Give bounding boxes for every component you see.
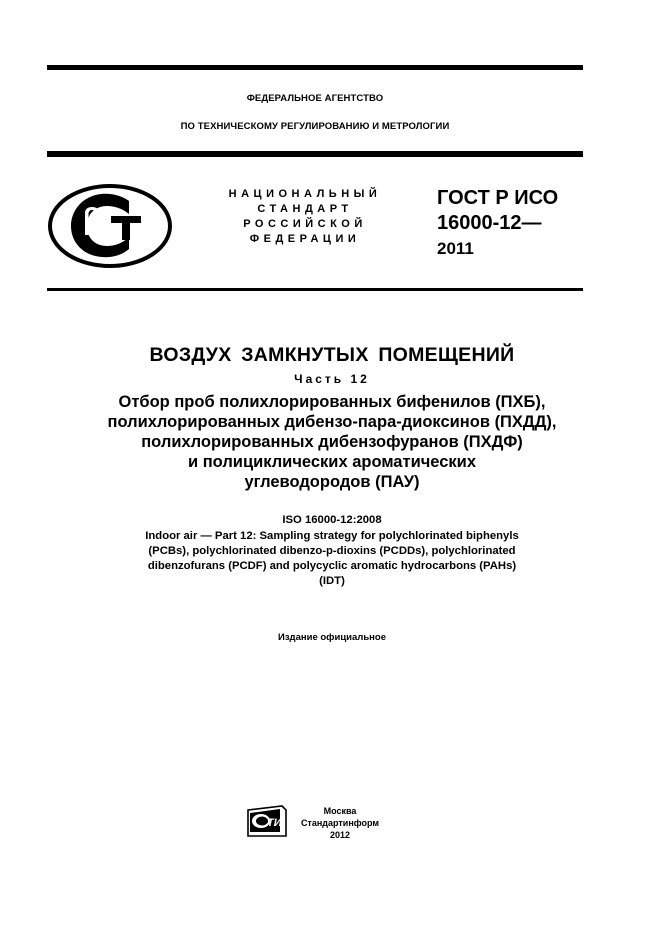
header-rule: [47, 151, 583, 157]
document-part-label: Часть 12: [294, 372, 370, 386]
designation-line-1: ГОСТ Р ИСО: [437, 187, 559, 209]
publisher-city: Москва: [323, 806, 357, 816]
agency-name-line2: ПО ТЕХНИЧЕСКОМУ РЕГУЛИРОВАНИЮ И МЕТРОЛОГИИ: [180, 121, 450, 132]
subtitle-line-5: углеводородов (ПАУ): [244, 473, 420, 491]
national-line-1: НАЦИОНАЛЬНЫЙ: [228, 188, 382, 200]
standartinform-logo-icon: [246, 804, 288, 838]
subtitle-line-2: полихлорированных дибензо-пара-диоксинов (ПХДД),: [107, 413, 557, 431]
top-rule: [47, 65, 583, 70]
subtitle-line-4: и полициклических ароматических: [187, 453, 477, 471]
iso-desc-line-2: (PCBs), polychlorinated dibenzo-p-dioxins (PCDDs), polychlorinated: [148, 545, 516, 557]
national-line-4: ФЕДЕРАЦИИ: [249, 233, 361, 245]
iso-desc-line-4: (IDT): [319, 575, 345, 587]
national-line-3: РОССИЙСКОЙ: [243, 218, 367, 230]
designation-line-2: 16000-12—: [437, 212, 542, 234]
iso-reference-number: ISO 16000-12:2008: [282, 514, 382, 526]
rst-certification-mark-icon: [47, 183, 173, 269]
standard-block-rule: [47, 288, 583, 291]
svg-text:ТИ: ТИ: [267, 817, 282, 829]
iso-desc-line-3: dibenzofurans (PCDF) and polycyclic aromatic hydrocarbons (PAHs): [147, 560, 517, 572]
publication-year: 2012: [329, 830, 351, 840]
subtitle-line-3: полихлорированных дибензофуранов (ПХДФ): [141, 433, 523, 451]
document-main-title: ВОЗДУХ ЗАМКНУТЫХ ПОМЕЩЕНИЙ: [149, 344, 515, 366]
iso-desc-line-1: Indoor air — Part 12: Sampling strategy for polychlorinated biphenyls: [145, 530, 519, 542]
national-standard-label: [205, 187, 405, 247]
publisher-name: Стандартинформ: [300, 818, 380, 828]
iso-reference-description: [47, 529, 617, 589]
standard-designation: [437, 186, 558, 261]
publisher-info: [285, 805, 395, 841]
agency-name-line1: ФЕДЕРАЛЬНОЕ АГЕНТСТВО: [246, 93, 384, 104]
official-edition-label: Издание официальное: [278, 632, 386, 643]
subtitle-line-1: Отбор проб полихлорированных бифенилов (ПХБ),: [118, 393, 546, 411]
designation-line-3: 2011: [437, 239, 474, 258]
national-line-2: СТАНДАРТ: [257, 203, 353, 215]
document-subtitle: [47, 392, 617, 492]
